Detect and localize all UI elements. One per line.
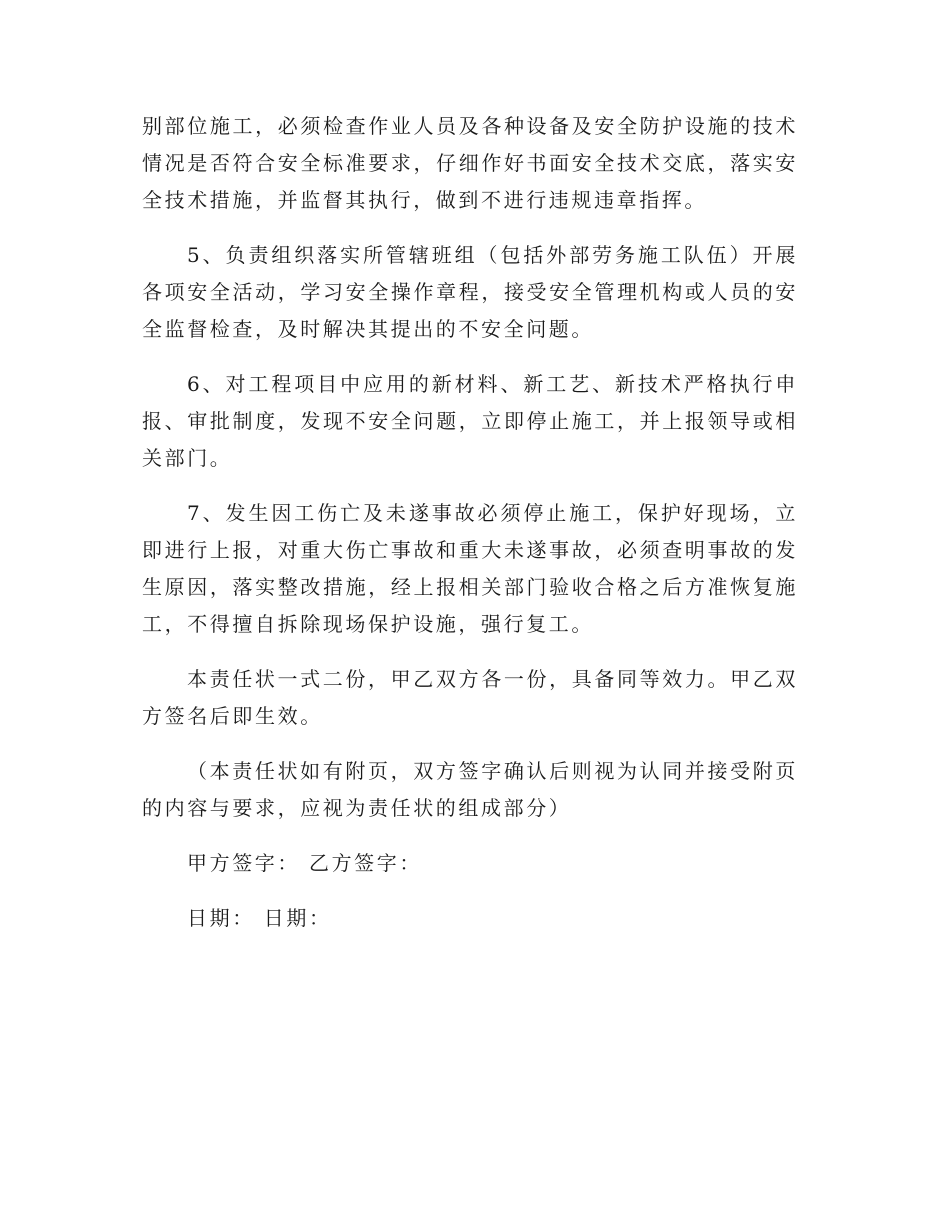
paragraph-continuation: 别部位施工，必须检查作业人员及各种设备及安全防护设施的技术情况是否符合安全标准要求，仔细作好书面安全技术交底，落实安全技术措施，并监督其执行，做到不进行违规违章指挥。: [142, 114, 798, 212]
paragraph-item-5: 5、负责组织落实所管辖班组（包括外部劳务施工队伍）开展各项安全活动，学习安全操作章程，接受安全管理机构或人员的安全监督检查，及时解决其提出的不安全问题。: [142, 243, 798, 341]
paragraph-item-7: 7、发生因工伤亡及未遂事故必须停止施工，保护好现场，立即进行上报，对重大伤亡事故和重大未遂事故，必须查明事故的发生原因，落实整改措施，经上报相关部门验收合格之后方准恢复施工，不得擅自拆除现场保护设施，强行复工。: [142, 501, 798, 636]
paragraph-validity: 本责任状一式二份，甲乙双方各一份，具备同等效力。甲乙双方签名后即生效。: [142, 667, 798, 728]
paragraph-item-6: 6、对工程项目中应用的新材料、新工艺、新技术严格执行申报、审批制度，发现不安全问题，立即停止施工，并上报领导或相关部门。: [142, 372, 798, 470]
party-b-signature-label: 乙方签字：: [308, 851, 422, 875]
paragraph-attachment-note: （本责任状如有附页，双方签字确认后则视为认同并接受附页的内容与要求，应视为责任状的组成部分）: [142, 759, 798, 820]
party-a-signature-label: 甲方签字：: [187, 851, 300, 875]
party-b-date-label: 日期：: [263, 906, 332, 930]
party-a-date-label: 日期：: [187, 906, 255, 930]
document-body: [142, 108, 798, 955]
signature-row: [142, 845, 798, 882]
date-row: [142, 900, 798, 937]
